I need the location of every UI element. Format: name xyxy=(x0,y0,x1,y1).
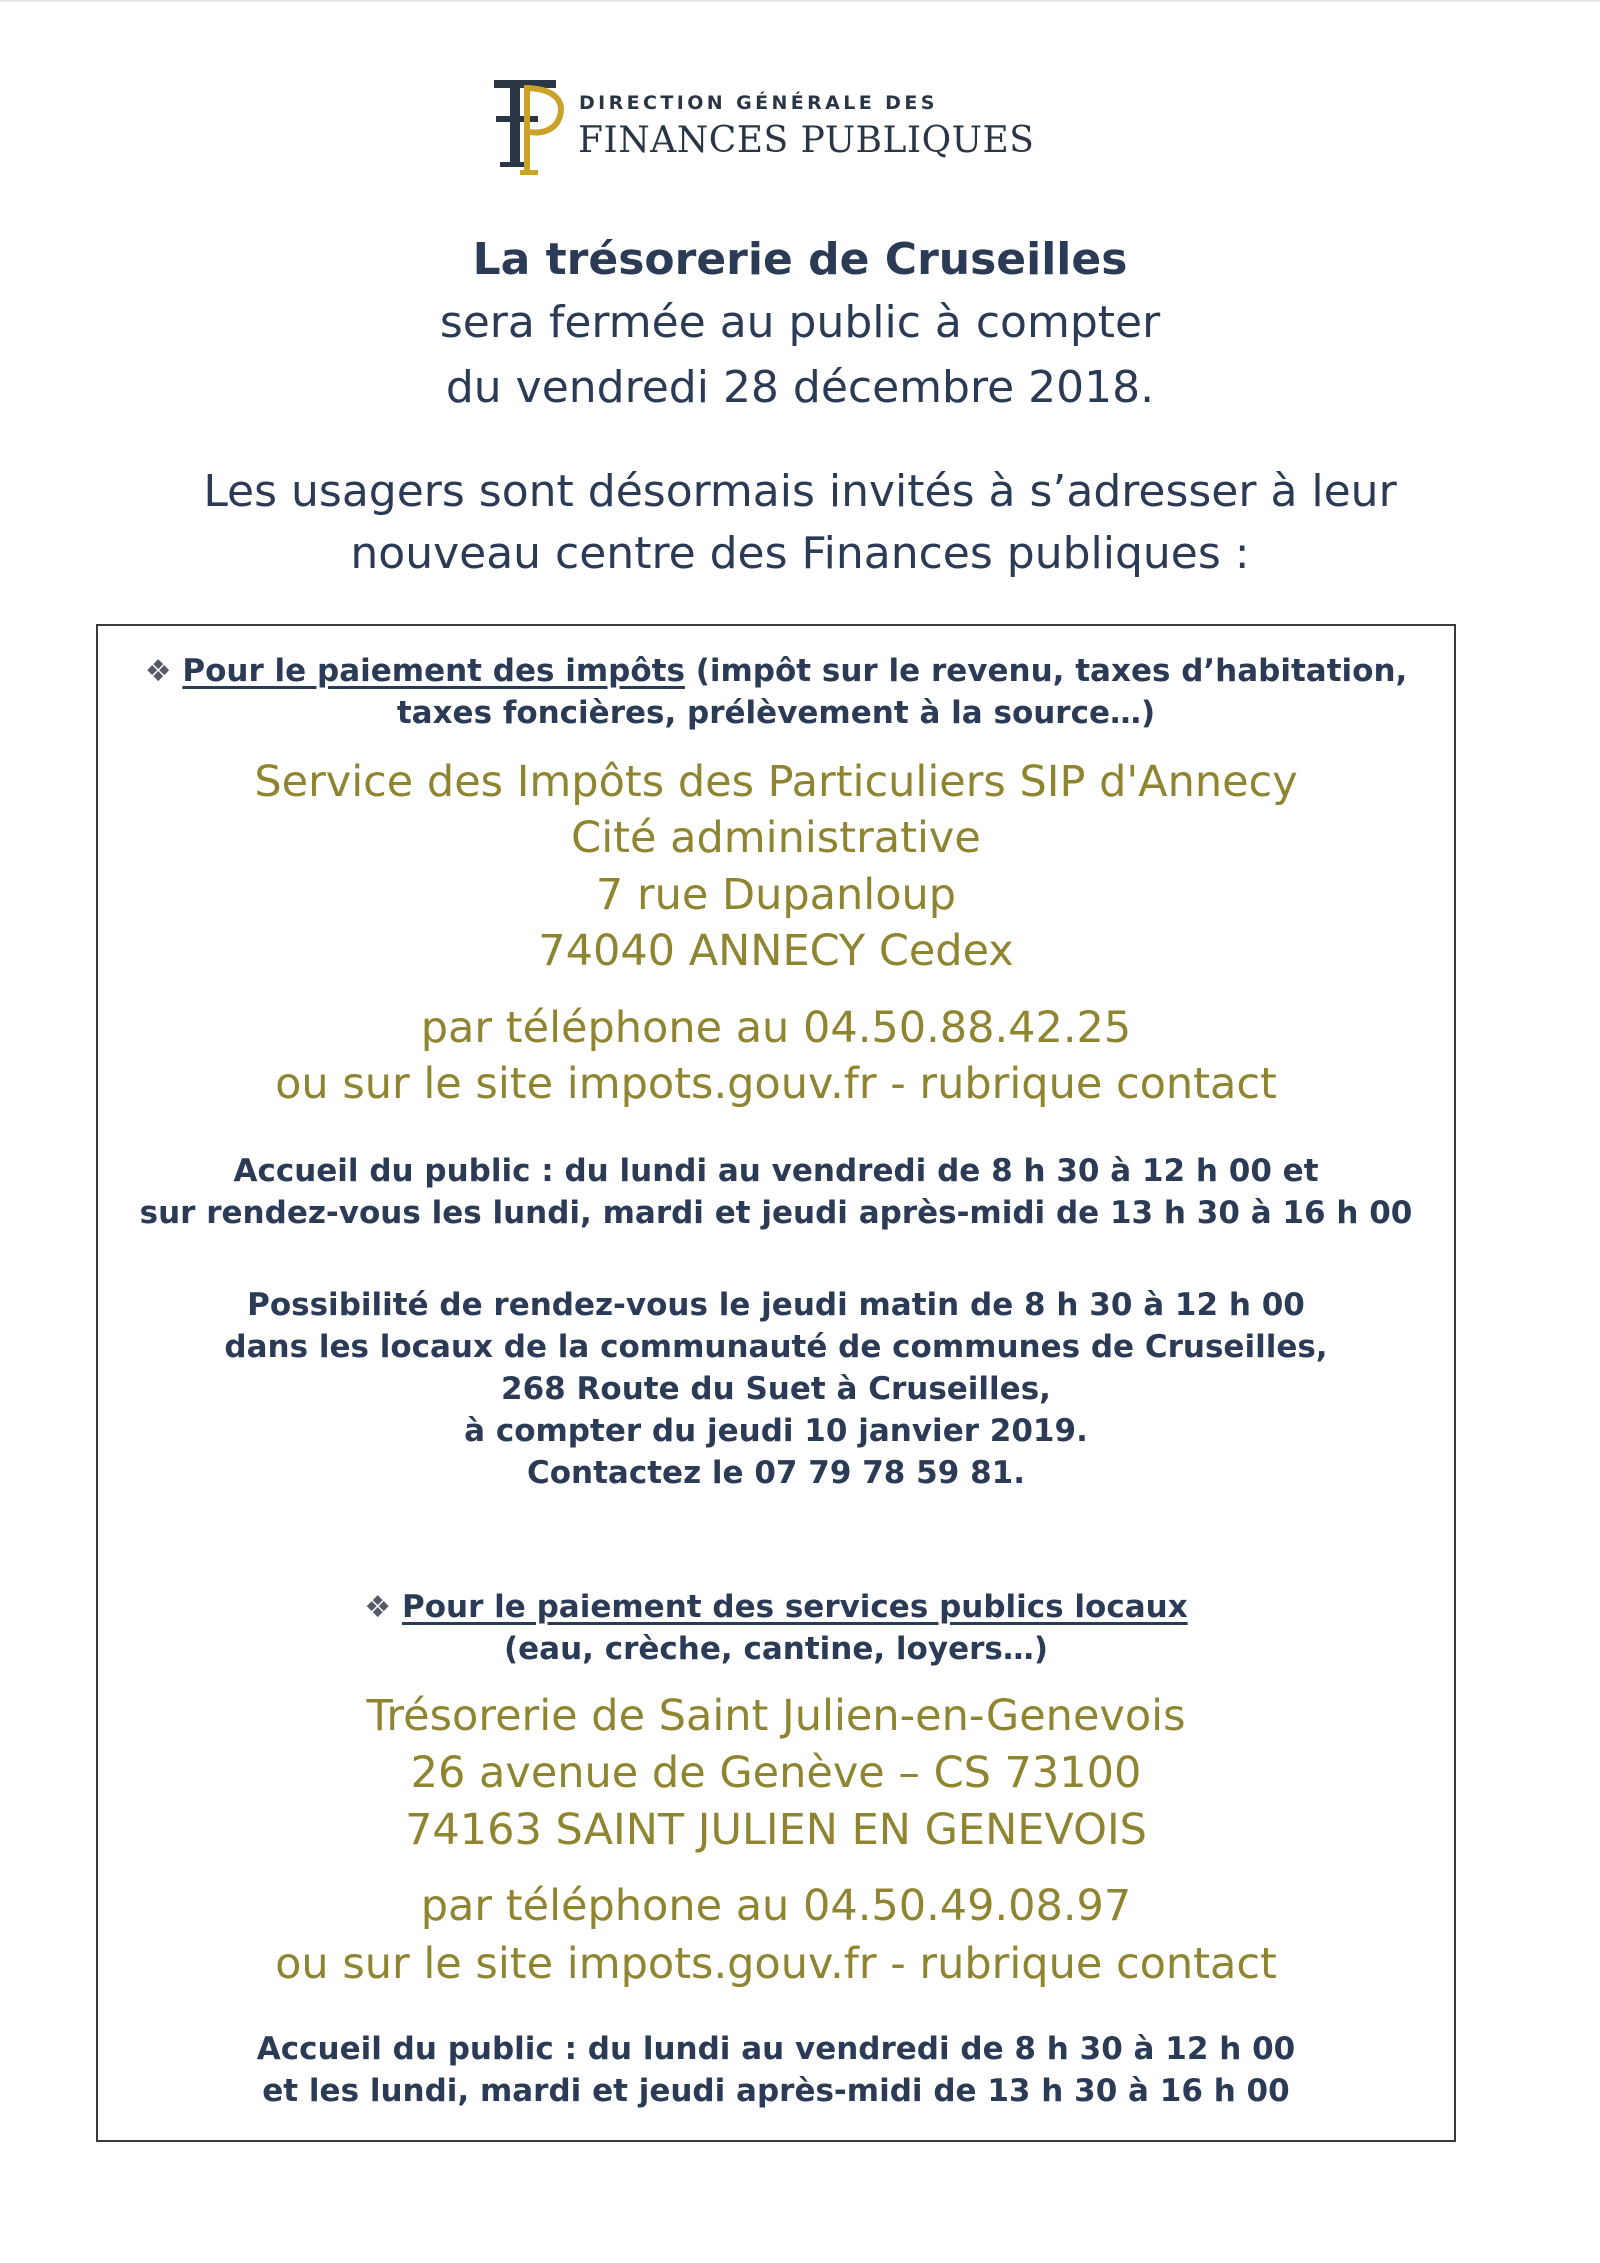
section1-appointment-line: dans les locaux de la communauté de communes de Cruseilles, xyxy=(224,1329,1328,1365)
section2-website: ou sur le site impots.gouv.fr - rubrique contact xyxy=(275,1939,1277,1989)
section1-appointment-line: 268 Route du Suet à Cruseilles, xyxy=(501,1371,1051,1407)
section2-address-line: 26 avenue de Genève – CS 73100 xyxy=(410,1748,1142,1798)
diamond-bullet-icon: ❖ xyxy=(364,1590,392,1625)
section2-title: Pour le paiement des services publics locaux xyxy=(402,1589,1188,1625)
section1-website: ou sur le site impots.gouv.fr - rubrique contact xyxy=(275,1059,1277,1109)
section1-address-line: Service des Impôts des Particuliers SIP d'Annecy xyxy=(254,757,1298,807)
section1-appointment-line: Contactez le 07 79 78 59 81. xyxy=(527,1455,1025,1491)
section1-appointment-line: Possibilité de rendez-vous le jeudi matin de 8 h 30 à 12 h 00 xyxy=(247,1287,1305,1323)
section2-heading xyxy=(98,1586,1454,1629)
page-top-edge xyxy=(0,0,1600,2)
section1-address-line: 74040 ANNECY Cedex xyxy=(538,926,1014,976)
notice-line-4: Les usagers sont désormais invités à s’adresser à leur xyxy=(203,466,1397,517)
section2-subtitle: (eau, crèche, cantine, loyers…) xyxy=(503,1631,1048,1667)
dgfip-emblem-icon xyxy=(486,72,576,182)
logo-text-direction: DIRECTION GÉNÉRALE DES xyxy=(579,92,938,114)
notice-title: La trésorerie de Cruseilles xyxy=(472,234,1128,285)
section1-appointment-line: à compter du jeudi 10 janvier 2019. xyxy=(464,1413,1088,1449)
section2-phone: par téléphone au 04.50.49.08.97 xyxy=(420,1881,1132,1931)
logo-text-finances: FINANCES PUBLIQUES xyxy=(578,120,1035,161)
section1-address-line: Cité administrative xyxy=(571,813,981,863)
dgfip-logo xyxy=(486,72,1126,182)
section1-address-line: 7 rue Dupanloup xyxy=(595,870,957,920)
section2-address-line: Trésorerie de Saint Julien-en-Genevois xyxy=(366,1691,1186,1741)
section1-hours-line: Accueil du public : du lundi au vendredi de 8 h 30 à 12 h 00 et xyxy=(233,1153,1319,1189)
notice-line-3: du vendredi 28 décembre 2018. xyxy=(445,362,1155,413)
section2-address-line: 74163 SAINT JULIEN EN GENEVOIS xyxy=(405,1805,1147,1855)
diamond-bullet-icon: ❖ xyxy=(144,654,172,689)
notice-line-2: sera fermée au public à compter xyxy=(439,297,1161,348)
section1-subtitle: taxes foncières, prélèvement à la source…) xyxy=(396,695,1156,731)
section1-heading xyxy=(98,650,1454,693)
info-box xyxy=(96,624,1456,2142)
section2-hours-line: et les lundi, mardi et jeudi après-midi de 13 h 30 à 16 h 00 xyxy=(262,2073,1290,2109)
section1-hours-line: sur rendez-vous les lundi, mardi et jeudi après-midi de 13 h 30 à 16 h 00 xyxy=(139,1195,1413,1231)
section1-phone: par téléphone au 04.50.88.42.25 xyxy=(420,1003,1132,1053)
notice-line-5: nouveau centre des Finances publiques : xyxy=(350,528,1250,579)
section2-hours-line: Accueil du public : du lundi au vendredi de 8 h 30 à 12 h 00 xyxy=(256,2031,1296,2067)
section1-title: Pour le paiement des impôts xyxy=(182,653,685,689)
section1-title-rest: (impôt sur le revenu, taxes d’habitation, xyxy=(684,653,1408,689)
